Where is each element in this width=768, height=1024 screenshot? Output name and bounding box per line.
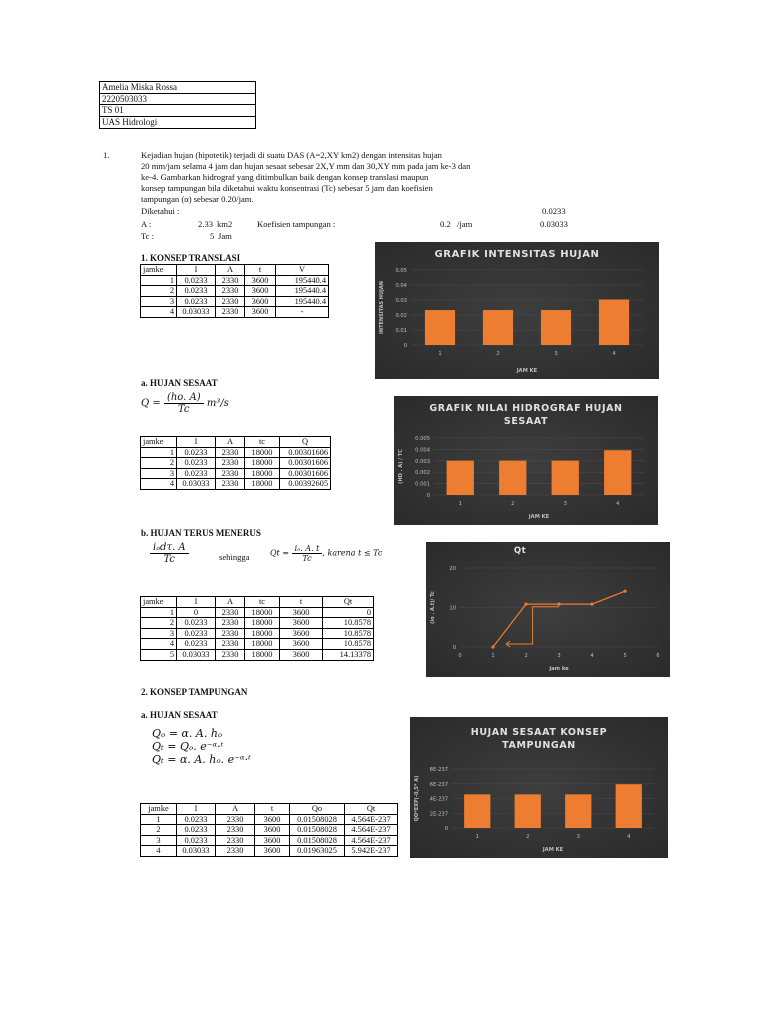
column-header: tc xyxy=(245,597,280,608)
storage-instant-table xyxy=(140,803,398,857)
x-tick-label: 3 xyxy=(576,834,580,840)
column-header: jamke xyxy=(141,804,177,815)
x-axis-label: JAM KE xyxy=(516,368,538,374)
x-tick-label: 1 xyxy=(438,351,442,357)
translation-volume-table xyxy=(140,264,329,318)
column-header: A xyxy=(216,804,255,815)
column-header: t xyxy=(255,804,290,815)
chart-instant-hydrograph-svg xyxy=(394,396,658,525)
bar xyxy=(425,310,455,345)
series-line xyxy=(493,591,625,647)
section-storage-heading: 2. KONSEP TAMPUNGAN xyxy=(141,687,248,697)
y-tick-label: 0.03 xyxy=(395,298,407,304)
table-row: 1 0 2330 18000 3600 0 xyxy=(141,607,374,618)
x-tick-label: 1 xyxy=(491,653,495,659)
bar xyxy=(464,794,490,828)
column-header: Qo xyxy=(290,804,345,815)
bar xyxy=(604,450,631,495)
area-value: 2.33 xyxy=(198,219,214,229)
table-row: 3 0.0233 2330 18000 0.00301606 xyxy=(141,468,331,479)
instant-rain-discharge-table xyxy=(140,436,331,490)
table-row: 2 0.0233 2330 3600 0.01508028 4.564E-237 xyxy=(141,825,398,836)
class-label: TS 01 xyxy=(100,105,255,117)
x-tick-label: 0 xyxy=(458,653,462,659)
table-row: 3 0.0233 2330 3600 195440.4 xyxy=(141,296,329,307)
bar xyxy=(599,300,629,345)
known-label: Diketahui : xyxy=(141,206,180,216)
column-header: I xyxy=(177,265,216,276)
column-header: Q xyxy=(280,437,331,448)
column-header: I xyxy=(177,804,216,815)
data-point xyxy=(491,645,494,648)
data-point xyxy=(590,603,593,606)
bar xyxy=(565,794,591,828)
student-name: Amelia Miska Rossa xyxy=(100,82,255,94)
q0-formula: Qₒ = α. A. hₒ xyxy=(152,727,223,740)
y-tick-label: 0.001 xyxy=(415,481,430,488)
table-row: 4 0.0233 2330 18000 3600 10.8578 xyxy=(141,639,374,650)
x-tick-label: 2 xyxy=(511,501,515,507)
tc-unit: Jam xyxy=(218,231,232,241)
subsection-storage-instant-heading: a. HUJAN SESAAT xyxy=(141,710,218,720)
storage-coef-value: 0.2 xyxy=(440,219,451,229)
table-row: 4 0.03033 2330 3600 - xyxy=(141,307,329,318)
column-header: t xyxy=(280,597,323,608)
student-id: 2220503033 xyxy=(100,94,255,106)
column-header: I xyxy=(177,597,216,608)
problem-text xyxy=(141,150,470,205)
y-tick-label: 0 xyxy=(426,493,430,499)
table-row: 3 0.0233 2330 3600 0.01508028 4.564E-237 xyxy=(141,835,398,846)
storage-coef-unit: /jam xyxy=(457,219,473,229)
continuous-rain-table xyxy=(140,596,374,661)
y-tick-label: 0.004 xyxy=(415,447,430,454)
x-tick-label: 3 xyxy=(557,653,561,659)
table-row: 5 0.03033 2330 18000 3600 14.13378 xyxy=(141,649,374,660)
bar xyxy=(447,461,474,495)
chart-title: TAMPUNGAN xyxy=(502,740,576,751)
column-header: A xyxy=(216,265,245,276)
annotation-arrow xyxy=(506,607,559,644)
identity-box xyxy=(99,81,256,129)
column-header: V xyxy=(276,265,329,276)
problem-line: tampungan (α) sebesar 0.20/jam. xyxy=(141,194,254,204)
column-header: jamke xyxy=(141,265,177,276)
x-tick-label: 1 xyxy=(475,834,479,840)
y-tick-label: 10 xyxy=(449,605,456,612)
problem-line: konsep tampungan bila diketahui waktu konsentrasi (Tc) sebesar 5 jam dan koefisien xyxy=(141,183,433,193)
column-header: A xyxy=(216,597,245,608)
instant-discharge-formula: Q = $\frac{(ho. A)}{Tc}$ m³/s xyxy=(141,392,229,415)
column-header: jamke xyxy=(141,597,177,608)
chart-title: SESAAT xyxy=(503,416,549,427)
data-point xyxy=(623,590,626,593)
x-tick-label: 4 xyxy=(590,653,594,659)
x-tick-label: 6 xyxy=(656,653,660,659)
y-tick-label: 4E-237 xyxy=(429,796,448,803)
storage-formulas xyxy=(152,727,251,766)
bar xyxy=(483,310,513,345)
y-tick-label: 0.003 xyxy=(415,458,430,465)
x-tick-label: 4 xyxy=(627,834,631,840)
table-row: 2 0.0233 2330 18000 3600 10.8578 xyxy=(141,618,374,629)
column-header: Qt xyxy=(323,597,374,608)
qt-translation-formula: Qt = $\frac{\text{iₒ. A. t}}{Tc}$ , karena t ≤ Tc xyxy=(270,544,383,563)
course-label: UAS Hidrologi xyxy=(102,116,158,127)
problem-number: 1. xyxy=(103,150,110,160)
sehingga-label: sehingga xyxy=(219,552,250,562)
problem-line: 20 mm/jam selama 4 jam dan hujan sesaat sebesar 2X,Y mm dan 30,XY mm pada jam ke-3 dan xyxy=(141,161,471,171)
chart-title: Qt xyxy=(513,546,527,556)
chart-rain-intensity xyxy=(375,242,659,379)
table-row: 4 0.03033 2330 18000 0.00392605 xyxy=(141,479,331,490)
table-row: 1 0.0233 2330 3600 0.01508028 4.564E-237 xyxy=(141,814,398,825)
bar xyxy=(541,310,571,345)
x-tick-label: 2 xyxy=(524,653,528,659)
chart-instant-hydrograph xyxy=(394,396,658,525)
area-label: A : xyxy=(141,219,152,229)
subsection-instant-rain-heading: a. HUJAN SESAAT xyxy=(141,378,218,388)
y-tick-label: 2E-237 xyxy=(429,811,448,818)
x-tick-label: 4 xyxy=(616,501,620,507)
x-axis-label: jam ke xyxy=(549,666,569,672)
column-header: t xyxy=(245,265,276,276)
table-row: 1 0.0233 2330 3600 195440.4 xyxy=(141,275,329,286)
data-point xyxy=(524,603,527,606)
known-side-value-2: 0.03033 xyxy=(540,219,568,229)
column-header: jamke xyxy=(141,437,177,448)
tc-value: 5 xyxy=(210,231,215,241)
table-row: 3 0.0233 2330 18000 3600 10.8578 xyxy=(141,628,374,639)
y-tick-label: 0.01 xyxy=(395,328,407,334)
subsection-continuous-rain-heading: b. HUJAN TERUS MENERUS xyxy=(141,528,261,538)
bar xyxy=(616,784,642,828)
chart-title: GRAFIK INTENSITAS HUJAN xyxy=(434,249,600,260)
table-row: 1 0.0233 2330 18000 0.00301606 xyxy=(141,447,331,458)
chart-storage-instant xyxy=(410,717,668,858)
table-row: 2 0.0233 2330 3600 195440.4 xyxy=(141,286,329,297)
y-tick-label: 0.02 xyxy=(395,313,407,319)
chart-title: HUJAN SESAAT KONSEP xyxy=(470,727,608,738)
y-tick-label: 0.002 xyxy=(415,470,430,477)
table-row: 4 0.03033 2330 3600 0.01963025 5.942E-237 xyxy=(141,846,398,857)
y-tick-label: 0.04 xyxy=(395,283,407,289)
y-tick-label: 0.05 xyxy=(395,268,407,274)
section-translation-heading: 1. KONSEP TRANSLASI xyxy=(141,253,241,263)
x-tick-label: 1 xyxy=(458,501,462,507)
chart-qt-line xyxy=(426,542,670,677)
x-tick-label: 3 xyxy=(563,501,567,507)
y-axis-label: QO*EXP(-0,5* A) xyxy=(414,775,420,822)
data-point xyxy=(557,603,560,606)
y-tick-label: 0 xyxy=(452,645,456,651)
column-header: A xyxy=(216,437,245,448)
y-tick-label: 8E-237 xyxy=(429,767,448,773)
chart-storage-instant-svg xyxy=(410,717,668,858)
y-tick-label: 6E-237 xyxy=(429,781,448,788)
chart-qt-line-svg xyxy=(426,542,670,677)
tc-label: Tc : xyxy=(141,231,154,241)
bar xyxy=(515,794,541,828)
known-side-value-1: 0.0233 xyxy=(542,206,566,216)
storage-coef-label: Koefisien tampungan : xyxy=(257,219,336,229)
column-header: tc xyxy=(245,437,280,448)
y-tick-label: 0 xyxy=(444,826,448,832)
chart-title: GRAFIK NILAI HIDROGRAF HUJAN xyxy=(429,403,623,414)
y-tick-label: 0 xyxy=(403,343,407,349)
x-tick-label: 4 xyxy=(612,351,616,357)
x-tick-label: 2 xyxy=(526,834,530,840)
x-tick-label: 3 xyxy=(554,351,558,357)
continuous-rain-fraction: $\frac{\text{iₒdτ. A}}{Tc}$ xyxy=(150,542,189,565)
area-unit: km2 xyxy=(217,219,233,229)
qt-formula: Qₜ = Qₒ. e⁻ᵅ·ᵗ xyxy=(152,740,224,753)
y-axis-label: (HO . A) / TC xyxy=(398,449,404,484)
y-tick-label: 0.005 xyxy=(415,436,430,442)
y-axis-label: (io . A.t)/ Tc xyxy=(430,591,436,624)
column-header: Qt xyxy=(345,804,398,815)
x-axis-label: JAM KE xyxy=(528,514,550,520)
problem-line: ke-4. Gambarkan hidrograf yang ditimbulkan baik dengan konsep translasi maupun xyxy=(141,172,429,182)
x-tick-label: 2 xyxy=(496,351,500,357)
bar xyxy=(552,461,579,495)
column-header: I xyxy=(177,437,216,448)
qt-expanded-formula: Qₜ = α. A. hₒ. e⁻ᵅ·ᵗ xyxy=(152,753,251,766)
table-row: 2 0.0233 2330 18000 0.00301606 xyxy=(141,458,331,469)
y-tick-label: 20 xyxy=(449,566,456,572)
x-tick-label: 5 xyxy=(623,653,627,659)
chart-rain-intensity-svg xyxy=(375,242,659,379)
x-axis-label: JAM KE xyxy=(542,847,564,853)
bar xyxy=(499,461,526,495)
problem-line: Kejadian hujan (hipotetik) terjadi di suatu DAS (A=2,XY km2) dengan intensitas hujan xyxy=(141,150,442,160)
y-axis-label: INTENSITAS HUJAN xyxy=(379,281,385,334)
